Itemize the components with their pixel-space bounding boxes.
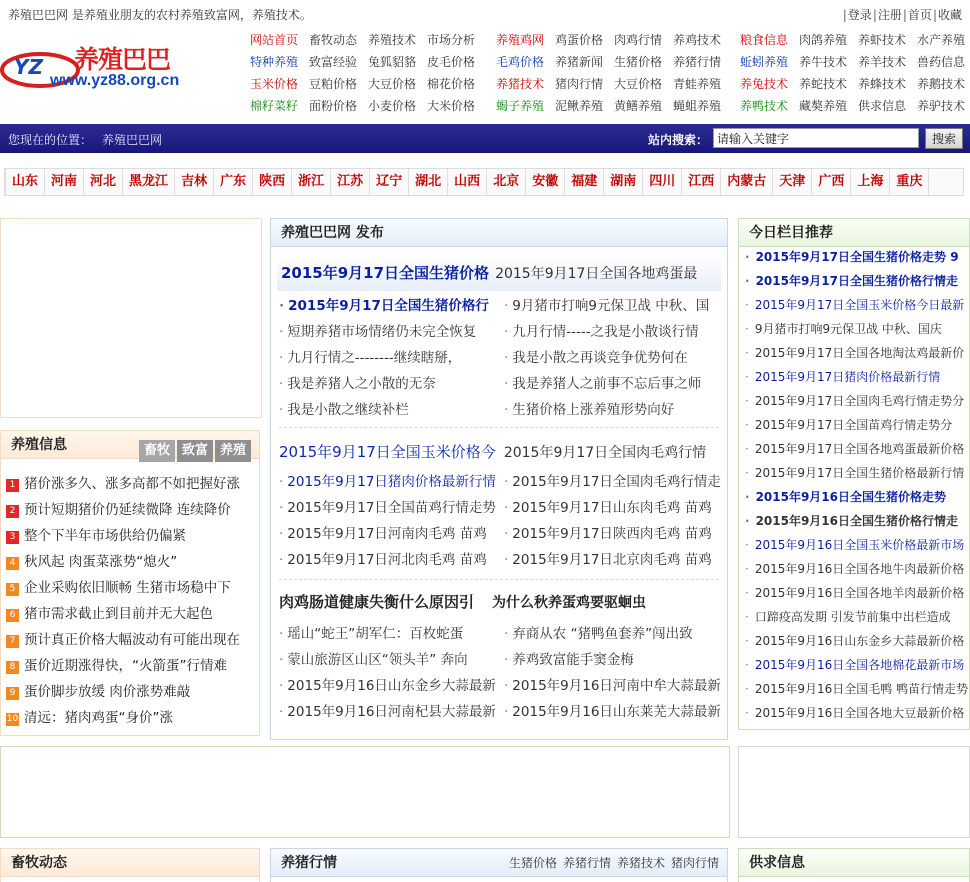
nav-link[interactable]: 网站首页 [250,33,299,47]
province-bar [4,168,964,196]
breadcrumb-label: 您现在的位置： [8,133,93,147]
news-link[interactable]: · 9月猪市打响9元保卫战 中秋、国 [504,293,729,319]
nav-link[interactable]: 粮食信息 [740,33,789,47]
news-row [279,547,719,573]
recommend-link[interactable]: · 口蹄疫高发期 引发节前集中出栏造成 [743,605,970,629]
news-link[interactable]: · 2015年9月16日河南杞县大蒜最新 [279,699,504,725]
nav-link[interactable]: 水产养殖 [917,33,966,47]
breadcrumb-site-link[interactable]: 养殖巴巴网 [102,133,163,147]
recommend-link[interactable]: · 9月猪市打响9元保卫战 中秋、国庆 [743,317,970,341]
featured-headline-secondary[interactable]: 2015年9月17日全国各地鸡蛋最 [495,266,698,282]
recommend-link[interactable]: · 2015年9月17日全国生猪价格行情走 [743,269,970,293]
nav-row [496,29,732,51]
nav-link[interactable]: 兽药信息 [917,55,966,69]
pig-link-market[interactable]: 养猪行情 [562,856,611,870]
news-link[interactable]: · 2015年9月16日山东莱芜大蒜最新 [504,699,729,725]
rank-badge: 5 [6,583,19,596]
logo-mark-icon [0,40,80,100]
nav-link[interactable]: 养蜂技术 [858,77,907,91]
rank-badge: 9 [6,687,19,700]
province-link[interactable]: 吉林 [175,169,214,195]
recommend-link[interactable]: · 2015年9月16日全国生猪价格行情走 [743,509,970,533]
news-link[interactable]: · 蒙山旅游区山区“领头羊” 奔向 [279,647,504,673]
svg-text:YZ: YZ [14,55,43,79]
nav-row [740,29,970,51]
news-link[interactable]: · 2015年9月17日全国肉毛鸡行情走 [504,469,729,495]
nav-link[interactable]: 养鸭技术 [740,99,789,113]
recommend-link[interactable]: · 2015年9月17日全国各地淘汰鸡最新价 [743,341,970,365]
nav-link[interactable]: 鸡蛋价格 [555,33,604,47]
news-link[interactable]: · 2015年9月16日山东金乡大蒜最新 [279,673,504,699]
news-link[interactable]: · 2015年9月17日猪肉价格最新行情 [279,469,504,495]
news-link[interactable]: · 我是养猪人之前事不忘后事之师 [504,371,729,397]
ad-slot-left [0,218,262,418]
nav-link[interactable]: 生猪价格 [614,55,663,69]
nav-link[interactable]: 蝎子养殖 [496,99,545,113]
rank-badge: 8 [6,661,19,674]
list-item-link[interactable]: 蛋价近期涨得快，“火箭蛋”行情难 [24,658,227,674]
news-row [279,521,719,547]
province-link[interactable]: 北京 [487,169,526,195]
recommend-link[interactable]: · 2015年9月16日全国各地棉花最新市场 [743,653,970,677]
nav-link[interactable]: 养猪技术 [496,77,545,91]
recommend-panel [738,218,970,730]
logo-url-text: www.yz88.org.cn [50,72,180,89]
rank-badge: 2 [6,505,19,518]
nav-link[interactable]: 蝇蛆养殖 [673,99,722,113]
nav-link[interactable]: 毛鸡价格 [496,55,545,69]
divider [279,427,719,428]
breeding-info-panel [0,430,260,736]
recommend-link[interactable]: · 2015年9月17日全国玉米价格今日最新 [743,293,970,317]
news-row [279,345,719,371]
nav-row [740,51,970,73]
province-link[interactable]: 重庆 [890,169,929,195]
list-item-link[interactable]: 猪价涨多久、涨多高都不如把握好涨 [24,476,240,492]
nav-link[interactable]: 皮毛价格 [427,55,476,69]
top-strip [0,0,970,26]
list-item[interactable] [1,549,259,575]
news-row [279,699,719,725]
province-link[interactable]: 山东 [5,169,45,195]
nav-link[interactable]: 玉米价格 [250,77,299,91]
register-link[interactable]: 注册 [877,8,902,22]
recommend-link[interactable]: · 2015年9月16日全国各地羊肉最新价格 [743,581,970,605]
news-row [279,647,719,673]
nav-group-c [740,29,970,117]
breeding-tabs [137,436,251,464]
subheadline-2-secondary[interactable]: 2015年9月17日全国肉毛鸡行情 [503,445,707,461]
pig-link-pork[interactable]: 猪肉行情 [670,856,719,870]
subheadline-3-secondary[interactable]: 为什么秋养蛋鸡要驱蛔虫 [492,595,647,611]
news-link[interactable]: · 我是小散之再谈竞争优势何在 [504,345,729,371]
news-link[interactable]: · 瑶山“蛇王”胡军仁：百枚蛇蛋 [279,621,504,647]
search-button[interactable]: 搜索 [925,128,963,149]
list-item-link[interactable]: 清远：猪肉鸡蛋“身价”涨 [24,710,173,726]
province-link[interactable]: 内蒙古 [721,169,773,195]
recommend-link[interactable]: · 2015年9月16日全国各地大豆最新价格 [743,701,970,725]
news-link[interactable]: · 九月行情-----之我是小散谈行情 [504,319,729,345]
news-list-1 [279,293,719,423]
news-link[interactable]: · 养鸡致富能手窦金梅 [504,647,729,673]
list-item[interactable] [1,523,259,549]
news-row [279,673,719,699]
subheadline-3-main[interactable]: 肉鸡肠道健康失衡什么原因引 [279,593,475,611]
pig-link-tech[interactable]: 养猪技术 [616,856,665,870]
nav-link[interactable]: 肉鸡行情 [614,33,663,47]
news-link[interactable]: · 短期养猪市场情绪仍未完全恢复 [279,319,504,345]
news-link[interactable]: · 2015年9月17日河南肉毛鸡 苗鸡 [279,521,504,547]
list-item[interactable] [1,653,259,679]
province-link[interactable]: 陕西 [253,169,292,195]
province-link[interactable]: 安徽 [526,169,565,195]
recommend-link[interactable]: · 2015年9月17日全国肉毛鸡行情走势分 [743,389,970,413]
province-link[interactable]: 广西 [812,169,851,195]
news-link[interactable]: · 2015年9月17日北京肉毛鸡 苗鸡 [504,547,729,573]
nav-link[interactable]: 养殖鸡网 [496,33,545,47]
nav-link[interactable]: 养蛇技术 [799,77,848,91]
nav-group-a [250,29,486,117]
province-link[interactable]: 上海 [851,169,890,195]
list-item-link[interactable]: 秋风起 肉蛋菜涨势“熄火” [24,554,178,570]
login-link[interactable]: 登录 [847,8,872,22]
nav-link[interactable]: 养羊技术 [858,55,907,69]
nav-link[interactable]: 豆粕价格 [309,77,358,91]
news-row [279,293,719,319]
news-link[interactable]: · 2015年9月17日陕西肉毛鸡 苗鸡 [504,521,729,547]
nav-row [250,95,486,117]
news-link[interactable]: · 九月行情之--------继续瞎掰， [279,345,504,371]
rank-badge: 1 [6,479,19,492]
nav-link[interactable]: 小麦价格 [368,99,417,113]
site-logo[interactable] [0,40,192,100]
nav-link[interactable]: 大米价格 [427,99,476,113]
recommend-link[interactable]: · 2015年9月17日全国各地鸡蛋最新价格 [743,437,970,461]
recommend-link[interactable]: · 2015年9月16日山东金乡大蒜最新价格 [743,629,970,653]
list-item-link[interactable]: 整个下半年市场供给仍偏紧 [24,528,186,544]
province-link[interactable]: 湖北 [409,169,448,195]
news-list-2 [279,469,719,573]
news-link[interactable]: · 2015年9月17日全国苗鸡行情走势 [279,495,504,521]
recommend-link[interactable]: · 2015年9月16日全国玉米价格最新市场 [743,533,970,557]
rank-badge: 7 [6,635,19,648]
nav-link[interactable]: 养鸡技术 [673,33,722,47]
nav-link[interactable]: 棉花价格 [427,77,476,91]
nav-link[interactable]: 养虾技术 [858,33,907,47]
nav-link[interactable]: 养驴技术 [917,99,966,113]
nav-row [496,95,732,117]
pig-market-links [503,849,719,877]
nav-link[interactable]: 黄鳝养殖 [614,99,663,113]
province-link[interactable]: 福建 [565,169,604,195]
supply-demand-title: 供求信息 [739,849,969,877]
news-link[interactable]: · 生猪价格上涨养殖形势向好 [504,397,729,423]
list-item-link[interactable]: 预计短期猪价仍延续微降 连续降价 [24,502,231,518]
nav-group-b [496,29,732,117]
province-link[interactable]: 湖南 [604,169,643,195]
nav-row [740,95,970,117]
list-item[interactable] [1,627,259,653]
tab-livestock[interactable]: 畜牧 [139,440,175,462]
province-link[interactable]: 河北 [84,169,123,195]
tab-wealth[interactable]: 致富 [177,440,213,462]
home-link[interactable]: 首页 [907,8,932,22]
top-links: |登录|注册|首页|收藏 [842,8,962,22]
list-item-link[interactable]: 预计真正价格大幅波动有可能出现在 [24,632,240,648]
recommend-link[interactable]: · 2015年9月16日全国毛鸭 鸭苗行情走势 [743,677,970,701]
recommend-list [743,245,970,725]
nav-row [250,29,486,51]
nav-link[interactable]: 青蛙养殖 [673,77,722,91]
nav-link[interactable]: 养鹅技术 [917,77,966,91]
nav-link[interactable]: 蚯蚓养殖 [740,55,789,69]
search-label: 站内搜索： [648,133,709,147]
breeding-info-title: 养殖信息 [11,437,67,453]
search-input[interactable] [713,128,919,148]
list-item[interactable] [1,679,259,705]
news-row [279,397,719,423]
subheadline-2 [279,441,721,462]
nav-link[interactable]: 泥鳅养殖 [555,99,604,113]
province-link[interactable]: 黑龙江 [123,169,175,195]
province-link[interactable]: 江苏 [331,169,370,195]
nav-link[interactable]: 养牛技术 [799,55,848,69]
news-row [279,621,719,647]
list-item-link[interactable]: 猪市需求截止到目前并无大起色 [24,606,213,622]
nav-link[interactable]: 猪肉行情 [555,77,604,91]
ad-slot-wide [0,746,730,838]
nav-row [250,51,486,73]
pig-market-header [271,849,727,877]
nav-link[interactable]: 供求信息 [858,99,907,113]
list-item[interactable] [1,471,259,497]
ad-slot-right [738,746,970,838]
news-row [279,319,719,345]
news-link[interactable]: · 我是小散之继续补栏 [279,397,504,423]
news-link[interactable]: · 弃商从农 “猪鸭鱼套养”闯出致 [504,621,729,647]
subheadline-2-main[interactable]: 2015年9月17日全国玉米价格今 [279,443,496,461]
nav-link[interactable]: 大豆价格 [368,77,417,91]
divider [279,579,719,580]
province-link[interactable]: 辽宁 [370,169,409,195]
rank-badge: 3 [6,531,19,544]
nav-link[interactable]: 大豆价格 [614,77,663,91]
nav-link[interactable]: 肉鸽养殖 [799,33,848,47]
province-link[interactable]: 河南 [45,169,84,195]
nav-row [740,73,970,95]
province-link[interactable]: 江西 [682,169,721,195]
province-link[interactable]: 广东 [214,169,253,195]
nav-link[interactable]: 致富经验 [309,55,358,69]
tab-breeding[interactable]: 养殖 [215,440,251,462]
rank-badge: 6 [6,609,19,622]
logo-brand-text: 养殖巴巴 [74,45,171,74]
recommend-link[interactable]: · 2015年9月17日全国苗鸡行情走势分 [743,413,970,437]
list-item[interactable] [1,575,259,601]
nav-link[interactable]: 棉籽菜籽 [250,99,299,113]
nav-link[interactable]: 藏獒养殖 [799,99,848,113]
breadcrumb [8,131,162,148]
province-link[interactable]: 浙江 [292,169,331,195]
nav-link[interactable]: 养猪新闻 [555,55,604,69]
supply-demand-panel [738,848,970,882]
livestock-news-panel [0,848,260,882]
list-item[interactable] [1,601,259,627]
province-link[interactable]: 四川 [643,169,682,195]
pig-link-price[interactable]: 生猪价格 [508,856,557,870]
news-link[interactable]: · 2015年9月17日山东肉毛鸡 苗鸡 [504,495,729,521]
list-item-link[interactable]: 蛋价脚步放缓 肉价涨势难敲 [24,684,191,700]
center-news-header: 养殖巴巴网 发布 [271,219,727,247]
recommend-link[interactable]: · 2015年9月17日全国生猪价格走势 9 [743,245,970,269]
nav-row [496,51,732,73]
list-item[interactable] [1,497,259,523]
nav-link[interactable]: 面粉价格 [309,99,358,113]
nav-row [496,73,732,95]
recommend-link[interactable]: · 2015年9月16日全国生猪价格走势 [743,485,970,509]
province-link[interactable]: 天津 [773,169,812,195]
pig-market-panel [270,848,728,882]
recommend-link[interactable]: · 2015年9月17日全国生猪价格最新行情 [743,461,970,485]
nav-link[interactable]: 养兔技术 [740,77,789,91]
nav-row [250,73,486,95]
pig-market-title: 养猪行情 [281,855,337,871]
rank-badge: 4 [6,557,19,570]
featured-headline [277,255,721,291]
rank-badge: 10 [6,714,19,724]
location-search-bar [0,124,970,153]
site-tagline: 养殖巴巴网 是养殖业朋友的农村养殖致富网，养殖技术。 [8,8,312,22]
news-row [279,495,719,521]
news-link[interactable]: · 2015年9月17日河北肉毛鸡 苗鸡 [279,547,504,573]
nav-link[interactable]: 养猪行情 [673,55,722,69]
featured-headline-main[interactable]: 2015年9月17日全国生猪价格 [281,264,490,282]
news-link[interactable]: · 2015年9月17日全国生猪价格行 [279,293,504,319]
recommend-header: 今日栏目推荐 [739,219,969,247]
nav-link[interactable]: 特种养殖 [250,55,299,69]
news-row [279,371,719,397]
center-news-panel [270,218,728,740]
list-item-link[interactable]: 企业采购依旧顺畅 生猪市场稳中下 [24,580,231,596]
news-link[interactable]: · 2015年9月16日河南中牟大蒜最新 [504,673,729,699]
news-link[interactable]: · 我是养猪人之小散的无奈 [279,371,504,397]
nav-link[interactable]: 兔狐貂貉 [368,55,417,69]
province-link[interactable]: 山西 [448,169,487,195]
nav-link[interactable]: 市场分析 [427,33,476,47]
nav-link[interactable]: 养殖技术 [368,33,417,47]
list-item[interactable] [1,705,259,731]
news-row [279,469,719,495]
recommend-link[interactable]: · 2015年9月17日猪肉价格最新行情 [743,365,970,389]
news-list-3 [279,621,719,725]
breeding-info-header [1,431,259,459]
nav-link[interactable]: 畜牧动态 [309,33,358,47]
favorite-link[interactable]: 收藏 [937,8,962,22]
subheadline-3 [279,591,721,612]
recommend-link[interactable]: · 2015年9月16日全国各地牛肉最新价格 [743,557,970,581]
breeding-rank-list [1,471,259,731]
livestock-news-title: 畜牧动态 [1,849,259,877]
